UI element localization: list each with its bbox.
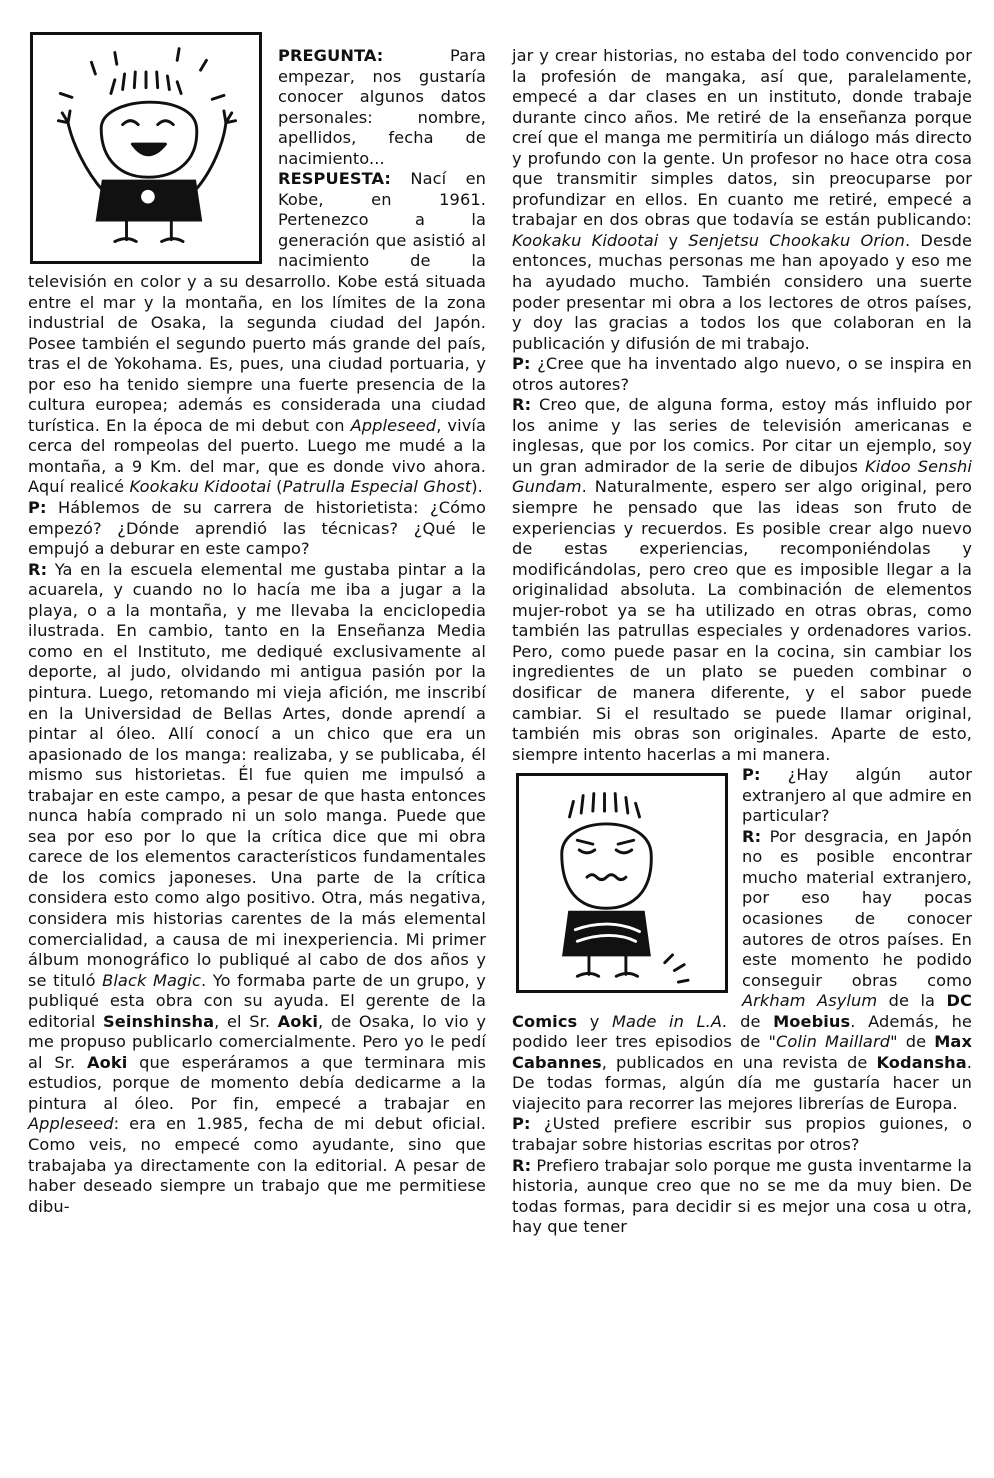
frowning-boy-illustration: [516, 773, 728, 993]
answer-text: : era en 1.985, fecha de mi debut oficial. Como veis, no empecé como ayudante, sino que trabajaba ya directamente con la editorial. A pesar de haber deseado siempre un trabajo que me permitiese dibu-: [28, 1114, 486, 1216]
publisher-seinshinsha: Seinshinsha: [103, 1011, 215, 1031]
question-label: P:: [28, 498, 47, 518]
question-text: Háblemos de su carrera de historietista: ¿Cómo empezó? ¿Dónde aprendió las técnicas? ¿Qué le empujó a deburar en este campo?: [28, 498, 486, 559]
answer-text: y: [577, 1011, 612, 1031]
name-max-cabannes: Max Cabannes: [512, 1032, 972, 1072]
answer-3: [512, 395, 972, 765]
answer-label: R:: [742, 826, 762, 846]
question-label: P:: [512, 1114, 531, 1134]
name-moebius: Moebius: [773, 1011, 851, 1031]
answer-text: jar y crear historias, no estaba del todo convencido por la profesión de mangaka, así que, paralelamente, empecé a dar clases en un instituto, donde trabaje durante cinco años. Me retiré de la enseñanza porque creí que el manga me permitiría un diálogo más directo y profundo con la gente. Un profesor no hace otra cosa que transmitir simples datos, sin preocuparse por profundizar en ellos. En cuanto me retiré, empecé a trabajar en dos obras que todavía se están publicando:: [512, 46, 972, 230]
name-aoki: Aoki: [277, 1011, 319, 1031]
question-3: [512, 354, 972, 395]
answer-text: y: [658, 230, 689, 250]
answer-text: ).: [471, 477, 483, 497]
answer-5: [512, 1156, 972, 1238]
cheering-boy-drawing: [33, 35, 259, 261]
answer-label: R:: [28, 559, 48, 579]
question-5: [512, 1114, 972, 1155]
frowning-boy-drawing: [519, 776, 725, 990]
answer-text: . Naturalmente, espero ser algo original, pero siempre he pensado que las ideas son fruto de experiencias y recuerdos. Es posible crear algo nuevo de estas experiencias, recomponiéndolas y modificándolas, pero creo que es imposible llegar a la originalidad absoluta. La combinación de elementos mujer-robot ya se ha utilizado en otras obras, como también las patrullas especiales y ordenadores varios. Pero, como puede pasar en la cocina, sin cambiar los ingredientes de un plato se pueden combinar o dosificar de manera diferente, y el sabor puede cambiar. Si el resultado se puede llamar original, también mis obras son originales. Aparte de esto, siempre intento hacerlas a mi manera.: [512, 477, 972, 764]
answer-text: de la: [877, 991, 947, 1011]
title-kookaku-kidootai: Kookaku Kidootai: [129, 477, 271, 497]
question-text: ¿Hay algún autor extranjero al que admire en particular?: [742, 765, 972, 826]
title-patrulla-especial-ghost: Patrulla Especial Ghost: [282, 477, 472, 497]
question-text: ¿Usted prefiere escribir sus propios guiones, o trabajar sobre historias escritas por otros?: [512, 1114, 972, 1154]
cheering-boy-illustration: [30, 32, 262, 264]
title-arkham-asylum: Arkham Asylum: [742, 991, 878, 1011]
title-colin-maillard: "Colin Maillard": [768, 1032, 898, 1052]
answer-text: . De todas formas, algún día me gustaría hacer un viajecito para recorrer las mejores librerías de Europa.: [512, 1052, 972, 1113]
title-kidoo-senshi-gundam: Kidoo Senshi Gundam: [512, 456, 972, 497]
answer-text: , de Osaka, lo vio y me propuso publicarlo comercialmente. Pero yo le pedí al Sr.: [28, 1011, 486, 1072]
answer-text: , publicados en una revista de: [601, 1052, 877, 1072]
answer-2-continued: [512, 46, 972, 354]
answer-text: . Yo formaba parte de un grupo, y publiqué esta obra con su ayuda. El gerente de la editorial: [28, 970, 486, 1031]
answer-text: Nací en Kobe, en 1961. Pertenezco a la generación que asistió al nacimiento de la televisión en color y a su desarrollo. Kobe está situada entre el mar y la montaña, en los límites de la zona industrial de Osaka, la segunda ciudad del Japón. Posee también el segundo puerto más grande del país, tras el de Yokohama. Es, pues, una ciudad portuaria, y por eso ha tenido siempre una fuerte presencia de la cultura europea; además es considerada una ciudad turística. En la época de mi debut con: [28, 169, 486, 435]
publisher-kodansha: Kodansha: [876, 1052, 967, 1072]
title-appleseed: Appleseed: [350, 415, 437, 435]
answer-text: de: [727, 1011, 774, 1031]
answer-text: , el Sr.: [214, 1011, 278, 1031]
name-aoki: Aoki: [87, 1052, 128, 1072]
question-label: P:: [742, 765, 761, 785]
answer-text: , vivía cerca del rompeolas del puerto. Luego me mudé a la montaña, a 9 Km. del mar, que es donde vivo ahora. Aquí realicé: [28, 415, 486, 497]
answer-2: [28, 560, 486, 1218]
answer-text: (: [270, 477, 283, 497]
answer-text: . Desde entonces, muchas personas me han apoyado y eso me ha ayudado mucho. También considero una suerte poder presentar mi obra a los lectores de otros países, y doy las gracias a todos los que colaboran en la publicación y difusión de mi trabajo.: [512, 230, 973, 353]
right-column: [512, 46, 972, 1458]
answer-text: Por desgracia, en Japón no es posible encontrar mucho material extranjero, por eso hay pocas ocasiones de conocer autores de otros países. En este momento he podido conseguir obras como: [742, 826, 972, 990]
question-label: PREGUNTA:: [278, 46, 384, 65]
title-kookaku-kidootai: Kookaku Kidootai: [512, 230, 659, 250]
publisher-dc-comics: DC Comics: [512, 991, 972, 1031]
question-label: P:: [512, 354, 531, 374]
question-text: Para empezar, nos gustaría conocer algunos datos personales: nombre, apellidos, fecha de nacimiento...: [278, 46, 486, 168]
left-column: [28, 46, 486, 1458]
title-appleseed: Appleseed: [28, 1114, 114, 1134]
answer-label: R:: [512, 1155, 532, 1175]
answer-text: de: [897, 1032, 935, 1052]
answer-text: que esperáramos a que terminara mis estudios, porque de momento debía dedicarme a la pintura al óleo. Por fin, empecé a trabajar en: [28, 1052, 486, 1113]
title-senjetsu-chookaku-orion: Senjetsu Chookaku Orion: [688, 230, 906, 250]
question-2: [28, 498, 486, 560]
answer-text: Prefiero trabajar solo porque me gusta inventarme la historia, aunque creo que no se me da muy bien. De todas formas, para decidir si es mejor una cosa u otra, hay que tener: [512, 1155, 972, 1237]
answer-label: RESPUESTA:: [278, 169, 391, 189]
title-made-in-la: Made in L.A.: [611, 1011, 728, 1031]
title-black-magic: Black Magic: [102, 970, 202, 990]
answer-text: . Además, he podido leer tres episodios de: [512, 1011, 972, 1052]
question-text: ¿Cree que ha inventado algo nuevo, o se inspira en otros autores?: [512, 354, 972, 394]
answer-label: R:: [512, 395, 532, 415]
answer-text: Ya en la escuela elemental me gustaba pintar a la acuarela, y cuando no lo hacía me iba a jugar a la playa, o a la montaña, y me llevaba la enciclopedia ilustrada. En cambio, tanto en la Enseñanza Media como en el Instituto, me dediqué exclusivamente al deporte, al judo, olvidando mi antigua pasión por la pintura. Luego, retomando mi vieja afición, me inscribí en la Universidad de Bellas Artes, donde aprendí a pintar al óleo. Allí conocí a un chico que era un apasionado de los manga: realizaba, y se publicaba, él mismo sus historietas. Él fue quien me impulsó a trabajar en este campo, a pesar de que hasta entonces nunca había comprado ni un solo manga. Puede que sea por eso por lo que la crítica dice que mi obra carece de los elementos característicos fundamentales de los comics japoneses. Una parte de la crítica considera esto como algo positivo. Otra, más negativa, considera mis historias carentes de la más elemental comercialidad, a causa de mi inexperiencia. Mi primer álbum monográfico lo publiqué al cabo de dos años y se tituló: [28, 559, 486, 990]
answer-text: Creo que, de alguna forma, estoy más influido por los anime y las series de televisión americanas e inglesas, que por los comics. Por citar un ejemplo, soy un gran admirador de la serie de dibujos: [512, 395, 972, 476]
